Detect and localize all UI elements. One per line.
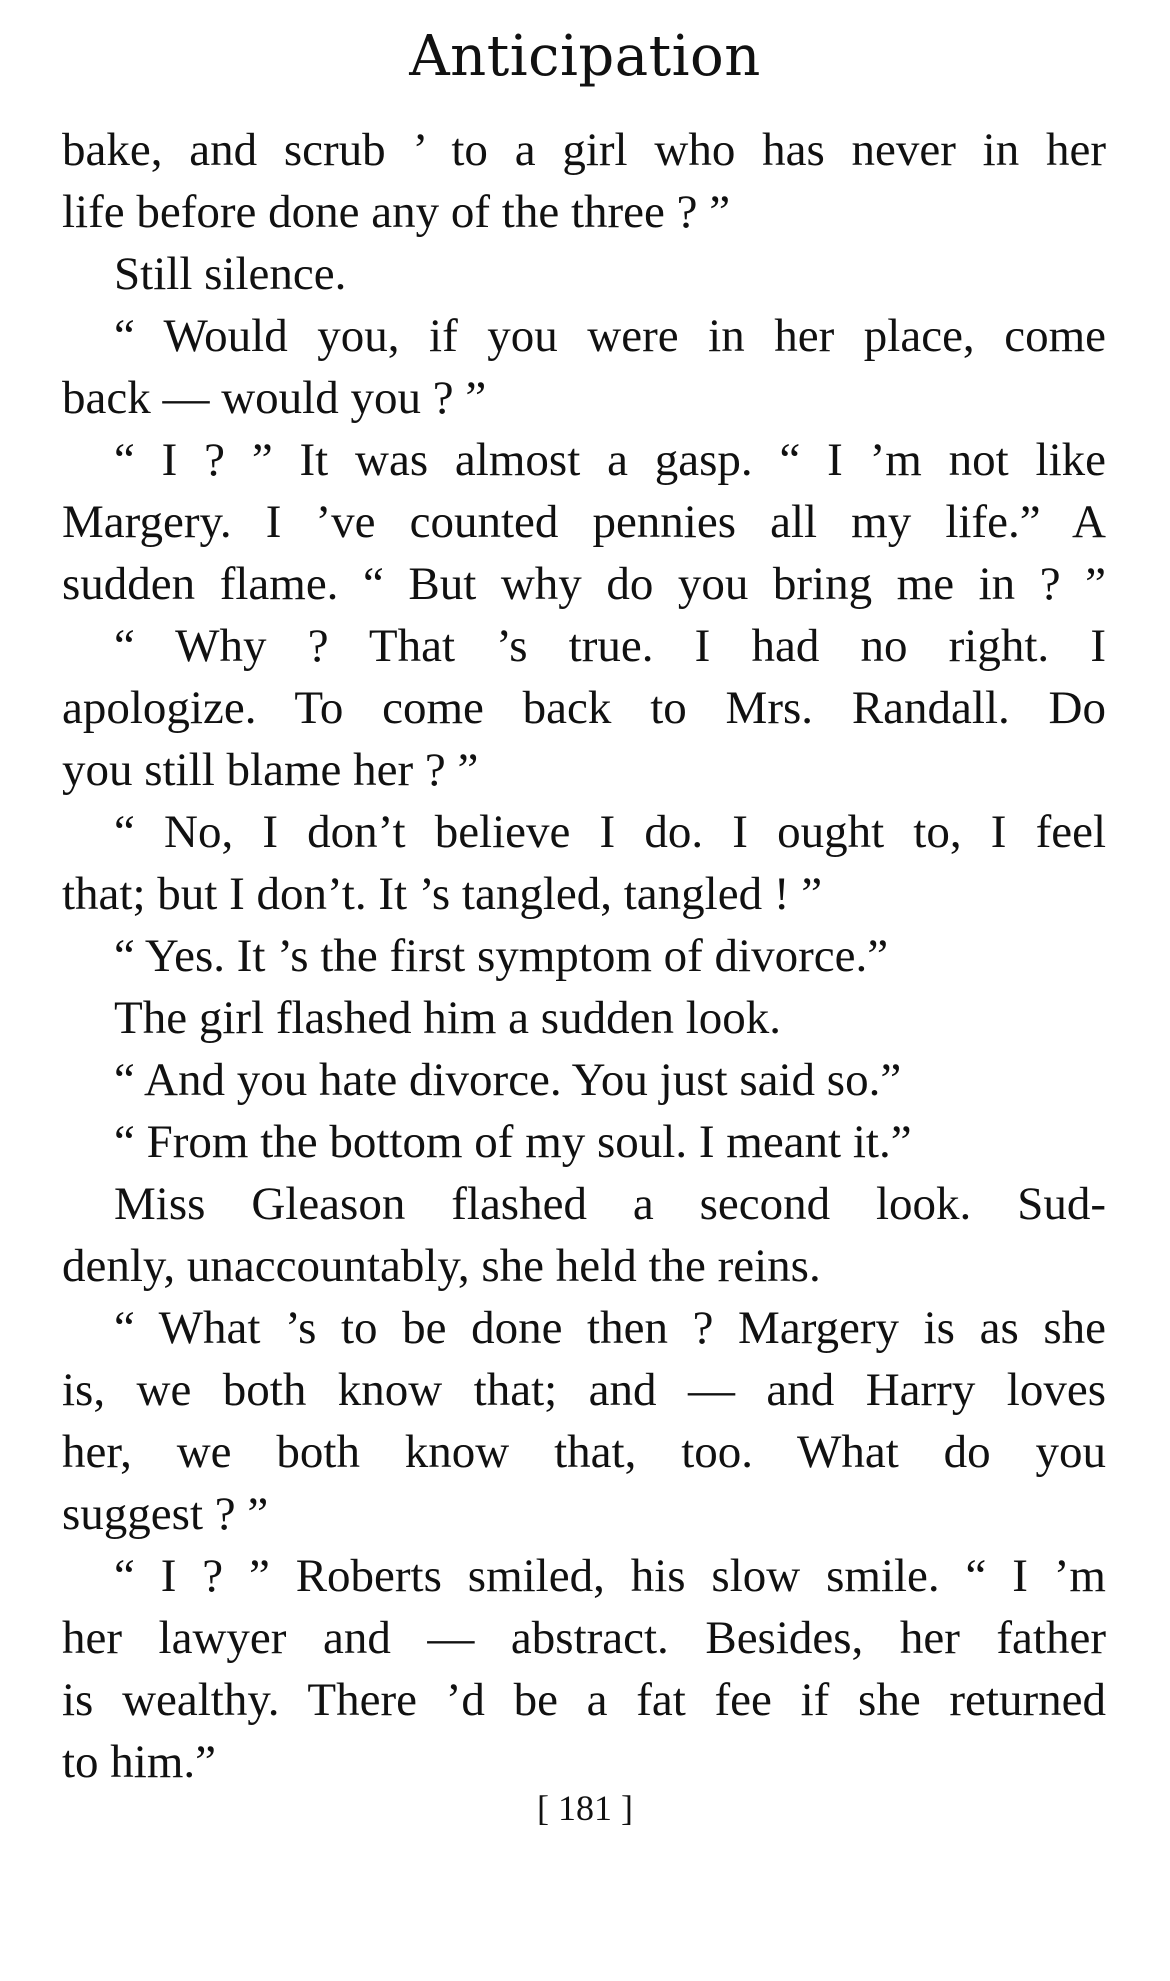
text-line: “ I ? ” Roberts smiled, his slow smile. “ I ’m [114,1550,1106,1602]
text-line: “ What ’s to be done then ? Margery is as she [114,1302,1106,1354]
text-line: “ I ? ” It was almost a gasp. “ I ’m not like [114,434,1106,486]
text-line: The girl flashed him a sudden look. [114,992,781,1044]
text-line: Still silence. [114,248,347,300]
text-line: bake, and scrub ’ to a girl who has never in her [62,124,1106,176]
text-line: Miss Gleason flashed a second look. Sud- [114,1178,1106,1230]
text-line: suggest ? ” [62,1488,269,1540]
text-line: “ Why ? That ’s true. I had no right. I [114,620,1106,672]
text-line: Margery. I ’ve counted pennies all my life.” A [62,496,1106,548]
text-line: that; but I don’t. It ’s tangled, tangled ! ” [62,868,823,920]
text-line: denly, unaccountably, she held the reins. [62,1240,821,1292]
text-line: “ Would you, if you were in her place, come [114,310,1106,362]
text-line: life before done any of the three ? ” [62,186,731,238]
text-line: is, we both know that; and — and Harry loves [62,1364,1106,1416]
text-line: you still blame her ? ” [62,744,479,796]
text-line: sudden flame. “ But why do you bring me in ? ” [62,558,1106,610]
page-number: [ 181 ] [537,1788,633,1828]
text-line: “ No, I don’t believe I do. I ought to, I feel [114,806,1106,858]
text-line: “ And you hate divorce. You just said so.” [114,1054,902,1106]
text-line: her, we both know that, too. What do you [62,1426,1106,1478]
text-line: is wealthy. There ’d be a fat fee if she returned [62,1674,1106,1726]
text-line: her lawyer and — abstract. Besides, her father [62,1612,1106,1664]
text-line: “ Yes. It ’s the first symptom of divorce.” [114,930,889,982]
text-line: to him.” [62,1736,217,1788]
text-line: “ From the bottom of my soul. I meant it.” [114,1116,912,1168]
running-head: Anticipation [409,24,761,89]
text-line: apologize. To come back to Mrs. Randall. Do [62,682,1106,734]
text-line: back — would you ? ” [62,372,487,424]
